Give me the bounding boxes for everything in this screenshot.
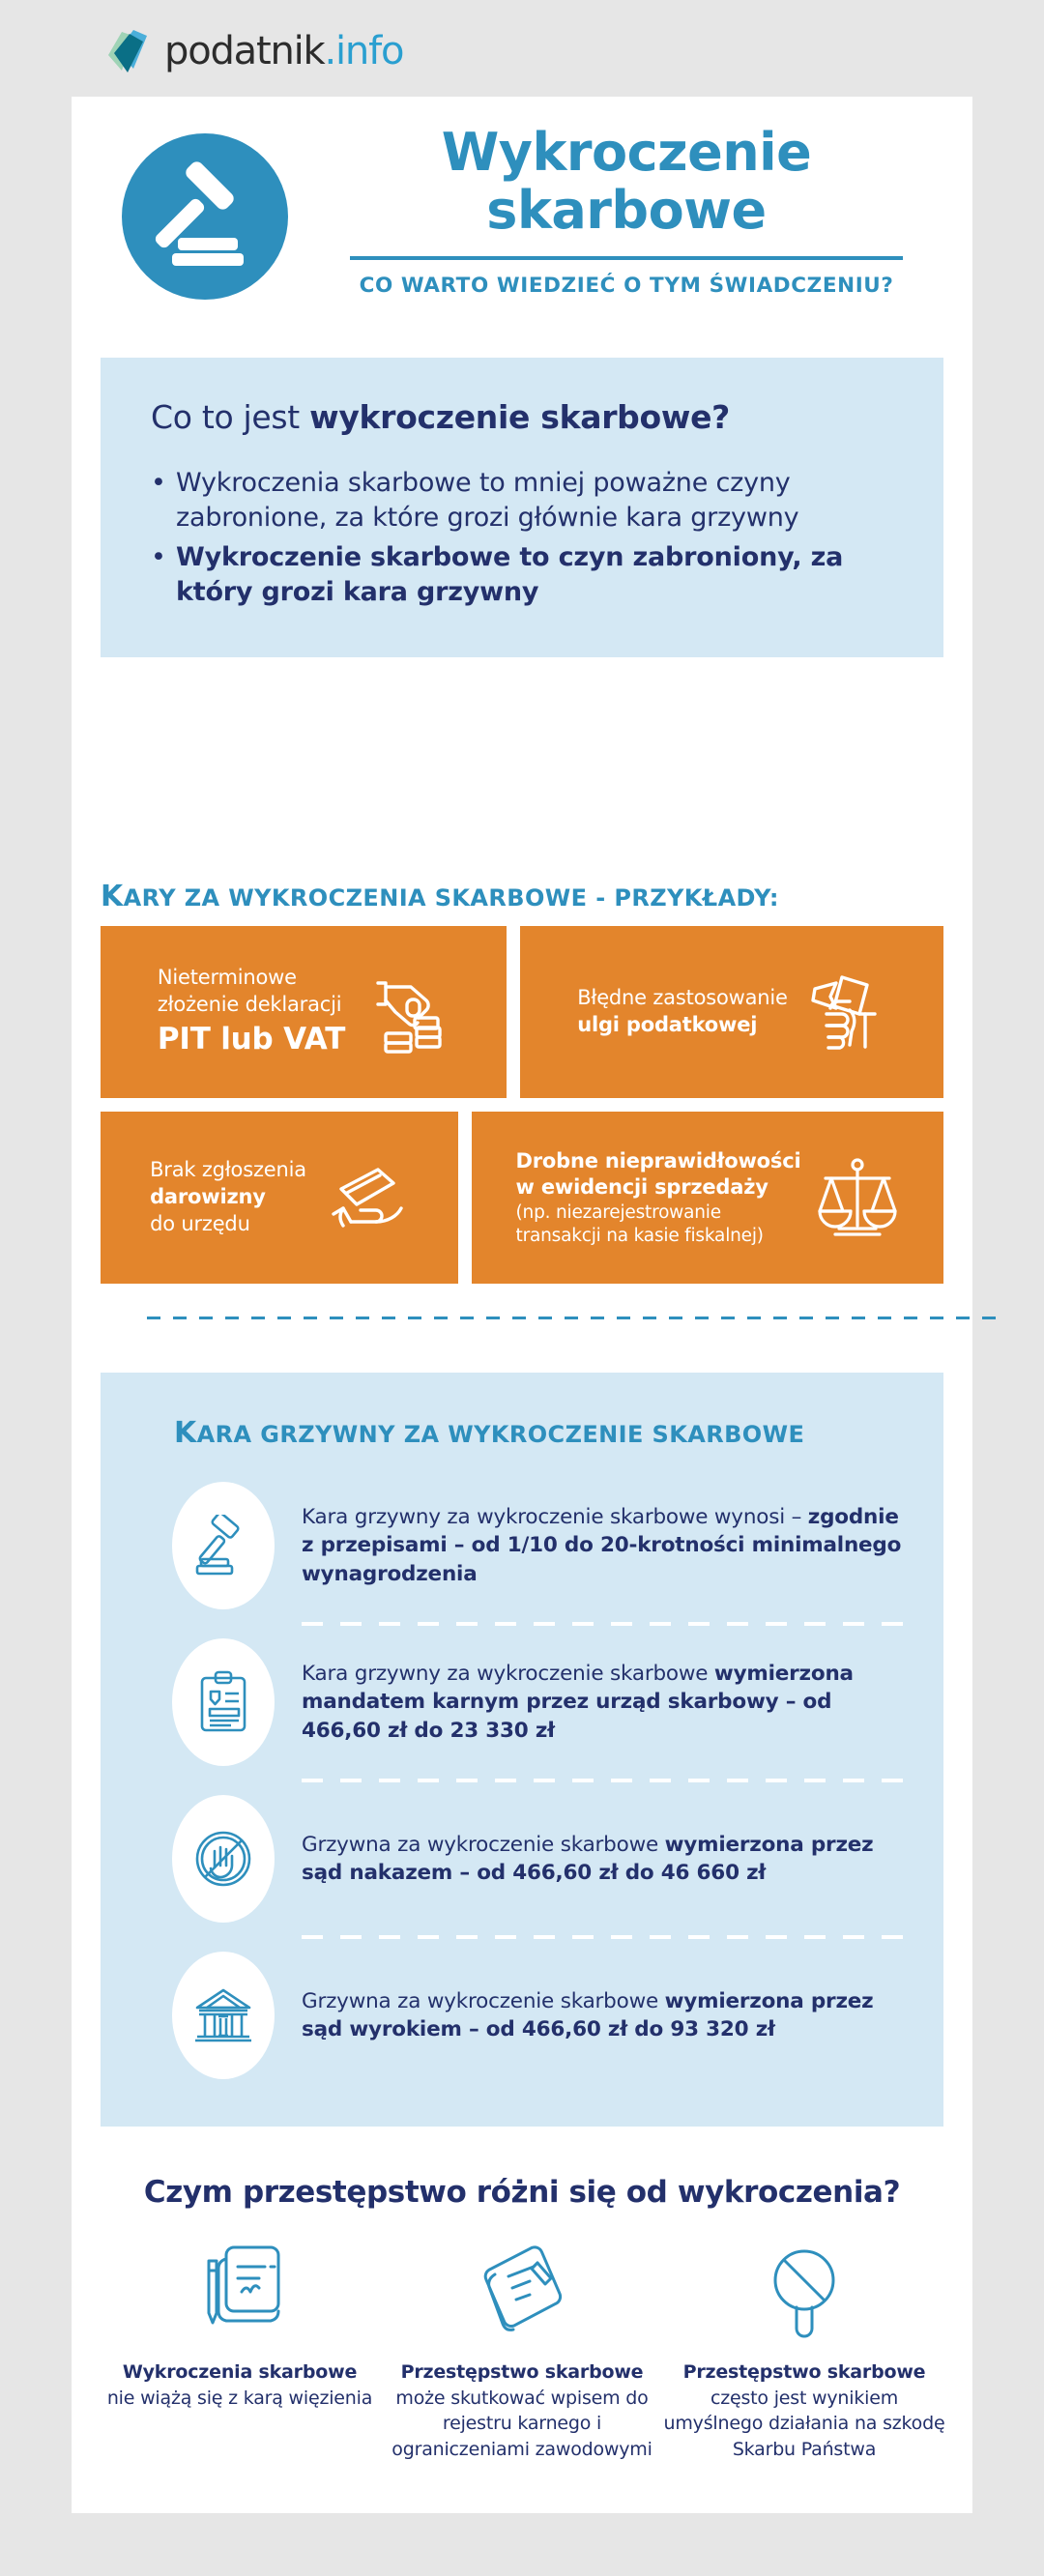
tile-line-3: do urzędu [150,1211,250,1235]
penalty-tile-pit-vat [101,926,507,1098]
penalty-tile-text [577,985,788,1038]
comparison-lead: Przestępstwo skarbowe [400,2361,644,2383]
bullet-icon: • [151,467,166,498]
document-pencil-icon [99,2238,381,2342]
definition-question [151,398,897,437]
penalty-tile-darowizna [101,1112,458,1284]
definition-item-text: Wykroczenie skarbowe to czyn zabroniony, za który grozi kara grzywny [176,542,844,608]
definition-question-plain: Co to jest [151,398,310,436]
tile-note-1: (np. niezarejestrowanie [515,1202,721,1224]
hand-coins-icon [361,968,450,1056]
fine-text [302,1987,943,2043]
tile-line-2: złożenie deklaracji [157,992,342,1016]
comparison-rest: może skutkować wpisem do rejestru karnego i ograniczeniami zawodowymi [392,2387,652,2460]
penalty-tiles [101,926,943,1284]
fine-text-bold: wymierzona przez sąd nakazem – od 466,60 zł do 46 660 zł [302,1832,874,1885]
stacked-cards-logo-icon [104,26,159,76]
fines-heading-rest: ARA GRZYWNY ZA WYKROCZENIE SKARBOWE [196,1421,805,1448]
tile-highlight-1: Drobne nieprawidłowości [515,1148,801,1172]
list-item [151,466,897,535]
fine-text [302,1503,943,1588]
logo-suffix: info [335,29,404,73]
comparison-text [663,2359,945,2462]
penalty-tile-ulga [520,926,943,1098]
bullet-icon: • [151,542,166,573]
comparison-lead: Przestępstwo skarbowe [682,2361,926,2383]
courthouse-icon [172,1952,275,2079]
comparison-column-przestepstwo-umyslne [663,2238,945,2462]
tile-line-1: Brak zgłoszenia [150,1158,306,1182]
hand-gift-icon [322,1158,409,1237]
fine-text [302,1831,943,1887]
definition-list [151,466,897,611]
signed-document-icon [381,2238,663,2342]
clipboard-icon [172,1638,275,1766]
fines-section-heading [174,1416,804,1450]
comparison-text [381,2359,663,2462]
comparison-lead: Wykroczenia skarbowe [122,2361,358,2383]
fine-text-plain: Grzywna za wykroczenie skarbowe [302,1832,665,1857]
fines-list [101,1469,943,2092]
definition-item-text: Wykroczenia skarbowe to mniej poważne czyny zabronione, za które grozi głównie kara grzywny [176,467,799,533]
definition-panel [101,358,943,657]
section-divider [147,1317,998,1319]
tile-highlight: PIT lub VAT [157,1022,346,1057]
tile-line-1: Nieterminowe [157,965,297,989]
gavel-icon [172,1482,275,1609]
list-item [101,1469,943,1622]
penalties-heading-rest: ARY ZA WYKROCZENIA SKARBOWE - PRZYKŁADY: [123,884,779,912]
comparison-columns [99,2238,945,2462]
penalties-section-heading [101,880,779,913]
penalty-tile-text [516,1148,801,1248]
tile-note-2: transakcji na kasie fiskalnej) [515,1225,764,1246]
gavel-icon [122,133,288,300]
tile-highlight: darowizny [150,1185,266,1209]
penalty-tile-text [150,1157,306,1237]
fine-text-plain: Kara grzywny za wykroczenie skarbowe wynosi – [302,1505,808,1530]
logo-name: podatnik [164,29,325,73]
page-subtitle: CO WARTO WIEDZIEĆ O TYM ŚWIADCZENIU? [359,273,894,298]
penalty-tile-row [101,926,943,1098]
hand-documents-icon [803,968,886,1056]
tile-line-1: Błędne zastosowanie [577,986,788,1010]
penalties-heading-cap: K [101,880,124,913]
list-item [101,1939,943,2092]
title-divider [350,256,903,260]
fines-heading-cap: K [174,1416,197,1450]
penalty-tile-row [101,1112,943,1284]
penalty-tile-text [158,965,345,1059]
comparison-rest: często jest wynikiem umyślnego działania na szkodę Skarbu Państwa [663,2387,945,2460]
comparison-title: Czym przestępstwo różni się od wykroczenia? [143,2175,901,2210]
fine-text-plain: Grzywna za wykroczenie skarbowe [302,1988,665,2013]
list-item [101,1782,943,1935]
comparison-column-przestepstwo-rejestr [381,2238,663,2462]
logo-dot: . [324,29,335,73]
header-titles [304,124,949,298]
fine-text-plain: Kara grzywny za wykroczenie skarbowe [302,1662,714,1687]
page-title-line2: skarbowe [486,180,767,242]
magnifier-ban-icon [663,2238,945,2342]
scales-icon [816,1155,899,1240]
comparison-column-wykroczenia [99,2238,381,2462]
content-card [72,97,972,2513]
comparison-rest: nie wiążą się z karą więzienia [106,2387,373,2409]
fine-text-bold: zgodnie z przepisami – od 1/10 do 20-krotności minimalnego wynagrodzenia [302,1505,902,1586]
site-logo[interactable] [104,21,403,81]
fine-text-bold: wymierzona mandatem karnym przez urząd skarbowy – od 466,60 zł do 23 330 zł [302,1662,854,1743]
tile-highlight-2: w ewidencji sprzedaży [515,1175,768,1200]
header [72,97,972,311]
definition-question-bold: wykroczenie skarbowe? [309,398,730,436]
page-title-line1: Wykroczenie [441,122,812,183]
fine-text [302,1660,943,1745]
list-item [151,540,897,610]
penalty-tile-ewidencja [472,1112,943,1284]
no-hand-icon [172,1795,275,1923]
tile-highlight: ulgi podatkowej [577,1013,758,1036]
comparison-text [99,2359,381,2411]
fine-text-bold: wymierzona przez sąd wyrokiem – od 466,60 zł do 93 320 zł [302,1988,874,2041]
page-title [304,124,949,241]
list-item [101,1626,943,1779]
logo-wordmark [164,29,404,73]
